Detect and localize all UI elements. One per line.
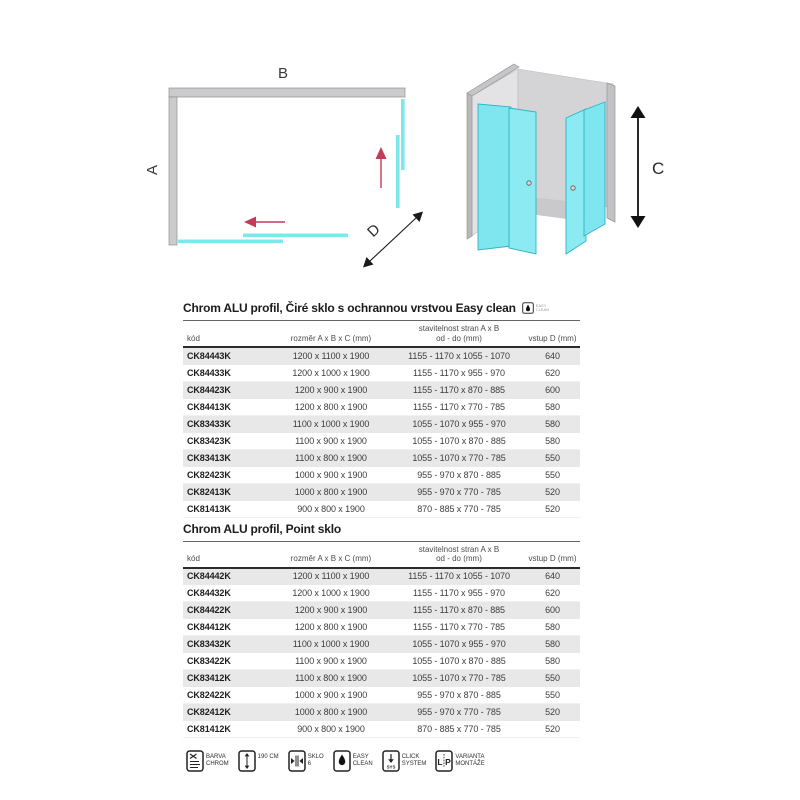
table-cell: 600 bbox=[545, 384, 560, 395]
table-cell: 580 bbox=[545, 435, 560, 446]
wall-top bbox=[169, 88, 405, 97]
feature-label: SKLO 6 bbox=[307, 754, 324, 767]
table-cell: 580 bbox=[545, 639, 560, 649]
table-cell: 1200 x 1100 x 1900 bbox=[292, 350, 370, 361]
table-cell: 1055 - 1070 x 770 - 785 bbox=[412, 452, 506, 463]
entry-arrow-d bbox=[363, 212, 423, 268]
easy-clean-badge-label: EASY CLEAN bbox=[535, 302, 550, 312]
table-cell: CK84443K bbox=[187, 350, 231, 361]
table-cell: 955 - 970 x 770 - 785 bbox=[417, 707, 501, 717]
table-cell: CK83433K bbox=[187, 418, 231, 429]
table-cell: 550 bbox=[545, 469, 560, 480]
column-header-kod: kód bbox=[183, 542, 269, 568]
table-cell: 580 bbox=[545, 401, 560, 412]
table-cell: 580 bbox=[545, 656, 560, 666]
table-cell: CK81413K bbox=[187, 503, 231, 514]
table-cell: 1155 - 1170 x 770 - 785 bbox=[413, 401, 505, 412]
table-row bbox=[183, 602, 580, 619]
feature-click-system bbox=[382, 750, 427, 772]
table-cell: 900 x 800 x 1900 bbox=[297, 724, 365, 734]
table-cell: 1100 x 800 x 1900 bbox=[295, 673, 367, 683]
table-cell: 520 bbox=[545, 486, 560, 497]
table-cell: 640 bbox=[545, 571, 560, 582]
water-drop-icon bbox=[522, 302, 534, 314]
glass-panel-bottom-sliding bbox=[243, 234, 348, 238]
table-cell: 1200 x 1000 x 1900 bbox=[292, 367, 370, 378]
table-row bbox=[183, 449, 580, 466]
table-cell: 870 - 885 x 770 - 785 bbox=[417, 724, 501, 734]
table-body bbox=[183, 347, 580, 517]
table-cell: 550 bbox=[545, 690, 560, 700]
table-cell: CK82422K bbox=[187, 690, 231, 700]
table-cell: CK83423K bbox=[187, 435, 231, 446]
table-cell: 520 bbox=[545, 503, 560, 514]
table-cell: 955 - 970 x 770 - 785 bbox=[417, 486, 501, 497]
table-cell: 1200 x 900 x 1900 bbox=[294, 605, 368, 615]
dimension-c-label: C bbox=[652, 159, 665, 178]
table-row bbox=[183, 381, 580, 398]
table-cell: 900 x 800 x 1900 bbox=[297, 503, 365, 514]
table-body bbox=[183, 568, 580, 738]
table-row bbox=[183, 653, 580, 670]
table-cell: 955 - 970 x 870 - 885 bbox=[417, 690, 501, 700]
table-row bbox=[183, 704, 580, 721]
table-cell: 1100 x 900 x 1900 bbox=[295, 435, 367, 446]
table-cell: 870 - 885 x 770 - 785 bbox=[417, 503, 501, 514]
slide-arrow-left bbox=[244, 217, 285, 228]
table-cell: 580 bbox=[545, 418, 560, 429]
door-handle-right bbox=[571, 186, 575, 190]
table-row bbox=[183, 670, 580, 687]
wall-right-edge bbox=[607, 83, 615, 222]
table-cell: CK83412K bbox=[187, 673, 231, 683]
table-cell: 550 bbox=[545, 452, 560, 463]
table-row bbox=[183, 347, 580, 364]
table-title-text: Chrom ALU profil, Point sklo bbox=[183, 521, 341, 536]
column-header-stavitelnost: stavitelnost stran A x B od - do (mm) bbox=[393, 542, 525, 568]
left-right-variant-icon bbox=[435, 750, 453, 772]
glass-door-left-fixed bbox=[478, 104, 511, 250]
table-cell: 1200 x 800 x 1900 bbox=[294, 622, 368, 632]
table-cell: CK82423K bbox=[187, 469, 231, 480]
table-cell: 620 bbox=[545, 367, 560, 378]
table-row bbox=[183, 585, 580, 602]
table-cell: 1000 x 900 x 1900 bbox=[294, 690, 368, 700]
table-cell: 1155 - 1170 x 955 - 970 bbox=[413, 367, 505, 378]
table-cell: 1100 x 900 x 1900 bbox=[295, 656, 367, 666]
spec-table-easyclean bbox=[183, 321, 580, 518]
table-cell: 1055 - 1070 x 955 - 970 bbox=[412, 418, 506, 429]
water-drop-icon bbox=[333, 750, 351, 772]
table-cell: 1055 - 1070 x 770 - 785 bbox=[412, 673, 506, 683]
column-header-stavitelnost: stavitelnost stran A x B od - do (mm) bbox=[393, 321, 525, 347]
table-cell: 1100 x 1000 x 1900 bbox=[292, 418, 370, 429]
table-row bbox=[183, 483, 580, 500]
table-cell: 600 bbox=[545, 605, 560, 615]
glass-panel-right-sliding bbox=[396, 135, 400, 208]
height-190-icon bbox=[238, 750, 256, 772]
table-row bbox=[183, 415, 580, 432]
dimension-a-label: A bbox=[144, 164, 161, 176]
svg-text:P: P bbox=[445, 757, 452, 767]
table-row bbox=[183, 568, 580, 585]
table-title-text: Chrom ALU profil, Čiré sklo s ochrannou vrstvou Easy clean bbox=[183, 301, 516, 315]
wall-left bbox=[169, 97, 177, 245]
glass-door-left-sliding bbox=[509, 108, 536, 254]
feature-label: VARIANTA MONTÁŽE bbox=[455, 754, 485, 767]
table-header bbox=[183, 542, 580, 568]
feature-easy-clean bbox=[333, 750, 373, 772]
table-title-point bbox=[183, 522, 580, 542]
feature-chrome-color bbox=[186, 750, 229, 772]
table-cell: 1155 - 1170 x 1055 - 1070 bbox=[408, 571, 510, 582]
table-row bbox=[183, 721, 580, 738]
table-cell: CK84442K bbox=[187, 571, 231, 582]
table-cell: 1055 - 1070 x 955 - 970 bbox=[412, 639, 506, 649]
column-header-rozmer: rozměr A x B x C (mm) bbox=[269, 321, 393, 347]
table-cell: CK81412K bbox=[187, 724, 231, 734]
table-cell: 1155 - 1170 x 770 - 785 bbox=[413, 622, 505, 632]
table-row bbox=[183, 619, 580, 636]
dimension-d-label: D bbox=[364, 220, 384, 241]
spec-table-point bbox=[183, 542, 580, 739]
table-section-point bbox=[183, 522, 580, 739]
table-cell: CK83432K bbox=[187, 639, 231, 649]
feature-label: CLICK SYSTEM bbox=[401, 754, 427, 767]
column-header-vstup: vstup D (mm) bbox=[525, 542, 580, 568]
table-row bbox=[183, 432, 580, 449]
table-row bbox=[183, 500, 580, 517]
table-cell: 1200 x 1000 x 1900 bbox=[292, 588, 370, 598]
table-cell: 520 bbox=[545, 724, 560, 734]
glass-panel-bottom-fixed bbox=[178, 240, 283, 244]
topview-diagram bbox=[135, 52, 435, 287]
table-cell: 1200 x 1100 x 1900 bbox=[292, 571, 370, 582]
table-cell: CK84432K bbox=[187, 588, 231, 598]
table-cell: 1155 - 1170 x 870 - 885 bbox=[413, 605, 505, 615]
table-cell: 1155 - 1170 x 1055 - 1070 bbox=[408, 350, 510, 361]
dimension-b-label: B bbox=[277, 65, 289, 82]
table-row bbox=[183, 687, 580, 704]
glass-panel-right-fixed bbox=[401, 99, 405, 170]
table-cell: 550 bbox=[545, 673, 560, 683]
table-section-easyclean bbox=[183, 301, 580, 518]
svg-text:L: L bbox=[437, 757, 443, 767]
table-cell: CK84412K bbox=[187, 622, 231, 632]
table-row bbox=[183, 466, 580, 483]
table-cell: CK83413K bbox=[187, 452, 231, 463]
feature-glass-6 bbox=[288, 750, 324, 772]
height-arrow-c bbox=[631, 106, 646, 228]
table-row bbox=[183, 636, 580, 653]
feature-height-190 bbox=[238, 750, 279, 772]
table-cell: 620 bbox=[545, 588, 560, 598]
table-cell: 1100 x 800 x 1900 bbox=[295, 452, 367, 463]
table-cell: 1055 - 1070 x 870 - 885 bbox=[412, 656, 506, 666]
slide-arrow-up bbox=[376, 147, 387, 188]
enclosure-3d-illustration bbox=[455, 50, 670, 280]
table-cell: CK84433K bbox=[187, 367, 231, 378]
table-cell: CK84423K bbox=[187, 384, 231, 395]
table-cell: 1200 x 800 x 1900 bbox=[294, 401, 368, 412]
table-cell: CK83422K bbox=[187, 656, 231, 666]
spec-sheet bbox=[183, 301, 580, 738]
table-row bbox=[183, 364, 580, 381]
table-cell: 520 bbox=[545, 707, 560, 717]
glass-door-right-fixed bbox=[584, 102, 605, 236]
table-cell: 1000 x 800 x 1900 bbox=[294, 707, 368, 717]
easy-clean-badge bbox=[522, 302, 549, 314]
door-handle-left bbox=[527, 181, 531, 185]
table-title-easyclean bbox=[183, 301, 580, 321]
wall-left-edge bbox=[467, 93, 472, 239]
feature-icons-row bbox=[186, 750, 485, 772]
column-header-rozmer: rozměr A x B x C (mm) bbox=[269, 542, 393, 568]
table-cell: CK82412K bbox=[187, 707, 231, 717]
table-row bbox=[183, 398, 580, 415]
table-cell: 1055 - 1070 x 870 - 885 bbox=[412, 435, 506, 446]
table-cell: 1100 x 1000 x 1900 bbox=[292, 639, 370, 649]
table-cell: 640 bbox=[545, 350, 560, 361]
table-cell: 955 - 970 x 870 - 885 bbox=[417, 469, 501, 480]
table-cell: 1155 - 1170 x 955 - 970 bbox=[413, 588, 505, 598]
table-cell: 1000 x 900 x 1900 bbox=[294, 469, 368, 480]
table-cell: 580 bbox=[545, 622, 560, 632]
table-cell: 1155 - 1170 x 870 - 885 bbox=[413, 384, 505, 395]
glass-door-right-sliding bbox=[566, 109, 586, 254]
chrome-color-icon bbox=[186, 750, 204, 772]
table-cell: 1000 x 800 x 1900 bbox=[294, 486, 368, 497]
table-cell: CK82413K bbox=[187, 486, 231, 497]
table-cell: 1200 x 900 x 1900 bbox=[294, 384, 368, 395]
table-cell: CK84422K bbox=[187, 605, 231, 615]
feature-label: EASY CLEAN bbox=[352, 754, 373, 767]
column-header-kod: kód bbox=[183, 321, 269, 347]
feature-label: BARVA CHROM bbox=[206, 754, 229, 767]
column-header-vstup: vstup D (mm) bbox=[525, 321, 580, 347]
feature-label: 190 CM bbox=[257, 754, 279, 760]
table-cell: CK84413K bbox=[187, 401, 231, 412]
table-header bbox=[183, 321, 580, 347]
feature-mount-variant bbox=[435, 750, 484, 772]
svg-text:SYS: SYS bbox=[386, 764, 396, 770]
click-system-icon bbox=[382, 750, 400, 772]
glass-thickness-icon bbox=[288, 750, 306, 772]
